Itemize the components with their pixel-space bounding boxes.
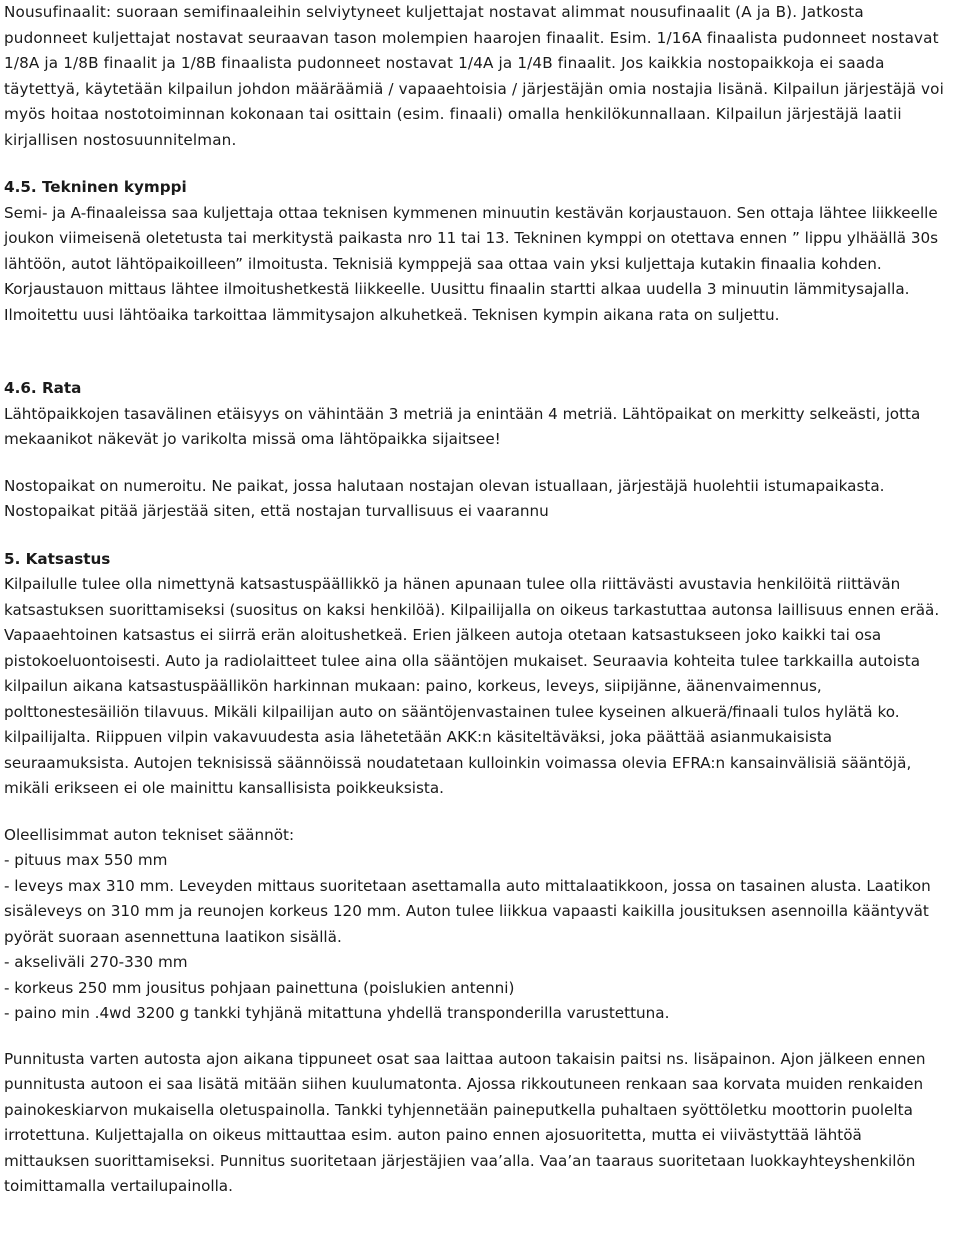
section-heading-4-6: 4.6. Rata	[4, 379, 82, 397]
rule-weight: - paino min .4wd 3200 g tankki tyhjänä mitattuna yhdellä transponderilla varustettuna.	[4, 1004, 670, 1022]
weighing-paragraph: Punnitusta varten autosta ajon aikana tippuneet osat saa laittaa autoon takaisin paitsi ns. lisäpainon. Ajon jälkeen ennen punnitusta autoon ei saa lisätä mitään siihen kuulumatonta. Ajossa rikkoutuneen renkaan saa korvata muiden renkaiden painokeskiarvon mukaisella oletuspainolla. Tankki tyhjennetään paineputkella puhaltaen syöttöletku moottorin puolelta irrotettuna. Kuljettajalla on oikeus mittauttaa esim. auton paino ennen ajosuoritetta, mutta ei viivästyttää lähtöä mittauksen suorittamiseksi. Punnitus suoritetaan järjestäjien vaa’alla. Vaa’an taaraus suoritetaan luokkayhteyshenkilön toimittamalla vertailupainolla.	[4, 1049, 926, 1195]
section-4-6	[4, 376, 952, 525]
rule-height: - korkeus 250 mm jousitus pohjaan painettuna (poislukien antenni)	[4, 978, 515, 997]
rule-width: - leveys max 310 mm. Leveyden mittaus suoritetaan asettamalla auto mittalaatikkoon, jossa on tasainen alusta. Laatikon sisäleveys on 310 mm ja reunojen korkeus 120 mm. Auton tulee liikkua vapaasti kaikilla jousituksen asennoilla kääntyvät pyörät suoraan asennettuna laatikon sisällä.	[4, 876, 931, 946]
rule-wheelbase: - akseliväli 270-330 mm	[4, 953, 188, 971]
section-5-paragraph-1: Kilpailulle tulee olla nimettynä katsastuspäällikkö ja hänen apunaan tulee olla riittävästi avustavia henkilöitä riittävän katsastuksen suorittamiseksi (suositus on kaksi henkilöä). Kilpailijalla on oikeus tarkastuttaa autonsa laillisuus ennen erää. Vapaaehtoinen katsastus ei siirrä erän aloitushetkeä. Erien jälkeen autoja otetaan katsastukseen joko kaikki tai osa pistokoeluontoisesti. Auto ja radiolaitteet tulee aina olla sääntöjen mukaiset. Seuraavia kohteita tulee tarkkailla autoista kilpailun aikana katsastuspäällikön harkinnan mukaan: paino, korkeus, leveys, siipijänne, äänenvaimennus, polttonestesäiliön tilavuus. Mikäli kilpailijan auto on sääntöjenvastainen tulee kyseinen alkuerä/finaali tulos hylätä ko. kilpailijalta. Riippuen vilpin vakavuudesta asia lähetetään AKK:n käsiteltäväksi, joka päättää asianmukaisista seuraamuksista. Autojen teknisissä säännöissä noudatetaan kulloinkin voimassa olevia EFRA:n kansainvälisiä sääntöjä, mikäli erikseen ei ole mainittu kansallisista poikkeuksista.	[4, 575, 940, 797]
technical-rules-title: Oleellisimmat auton tekniset säännöt:	[4, 825, 295, 844]
section-4-5	[4, 175, 952, 328]
section-heading-5: 5. Katsastus	[4, 549, 111, 568]
section-4-6-paragraph-1: Lähtöpaikkojen tasavälinen etäisyys on vähintään 3 metriä ja enintään 4 metriä. Lähtöpaikat on merkitty selkeästi, jotta mekaanikot näkevät jo varikolta missä oma lähtöpaikka sijaitsee!	[4, 404, 921, 448]
rule-length: - pituus max 550 mm	[4, 851, 168, 869]
section-4-6-paragraph-2: Nostopaikat on numeroitu. Ne paikat, jossa halutaan nostajan olevan istuallaan, järjestäjä huolehtii istumapaikasta. Nostopaikat pitää järjestää siten, että nostajan turvallisuus ei vaarannu	[4, 476, 885, 520]
intro-paragraph: Nousufinaalit: suoraan semifinaaleihin selviytyneet kuljettajat nostavat alimmat nousufinaalit (A ja B). Jatkosta pudonneet kuljettajat nostavat seuraavan tason molempien haarojen finaalit. Esim. 1/16A finaalista pudonneet nostavat 1/8A ja 1/8B finaalit ja 1/8B finaalista pudonneet nostavat 1/4A ja 1/4B finaalit. Jos kaikkia nostopaikkoja ei saada täytettyä, käytetään kilpailun johdon määräämiä / vapaaehtoisia / järjestäjän omia nostajia lisänä. Kilpailun järjestäjä voi myös hoitaa nostotoiminnan kokonaan tai osittain (esim. finaali) omalla henkilökunnallaan. Kilpailun järjestäjä laatii kirjallisen nostosuunnitelman.	[4, 3, 944, 149]
section-4-5-paragraph: Semi- ja A-finaaleissa saa kuljettaja ottaa teknisen kymmenen minuutin kestävän korjaustauon. Sen ottaja lähtee liikkeelle joukon viimeisenä oletetusta tai merkitystä paikasta nro 11 tai 13. Tekninen kymppi on otettava ennen ” lippu ylhäällä 30s lähtöön, autot lähtöpaikoilleen” ilmoitusta. Teknisiä kymppejä saa ottaa vain yksi kuljettaja kutakin finaalia kohden. Korjaustauon mittaus lähtee ilmoitushetkestä liikkeelle. Uusittu finaalin startti alkaa uudella 3 minuutin lämmitysajalla. Ilmoitettu uusi lähtöaika tarkoittaa lämmitysajon alkuhetkeä. Teknisen kympin aikana rata on suljettu.	[4, 203, 939, 324]
intro-section	[4, 0, 952, 153]
section-5	[4, 547, 952, 1200]
section-heading-4-5: 4.5. Tekninen kymppi	[4, 178, 187, 196]
